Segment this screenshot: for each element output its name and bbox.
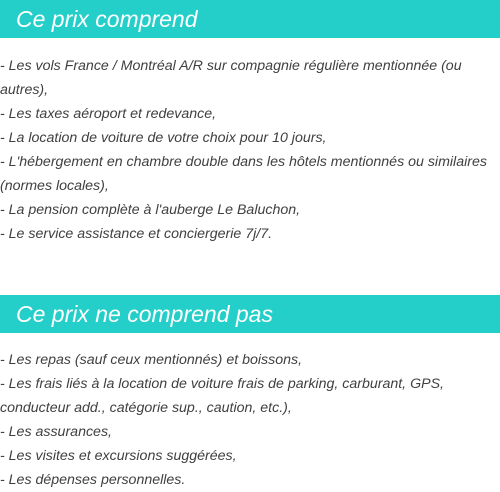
- list-item: - Les vols France / Montréal A/R sur compagnie régulière mentionnée (ou autres),: [0, 58, 462, 98]
- list-item: - L'hébergement en chambre double dans les hôtels mentionnés ou similaires (normes locales),: [0, 154, 487, 194]
- included-items-list: [0, 54, 496, 246]
- list-item: - Le service assistance et conciergerie 7j/7.: [0, 226, 273, 242]
- excluded-items-list: [0, 348, 496, 492]
- list-item: - La location de voiture de votre choix pour 10 jours,: [0, 130, 327, 146]
- list-item: - Les taxes aéroport et redevance,: [0, 106, 217, 122]
- list-item: - Les frais liés à la location de voiture frais de parking, carburant, GPS, conducteur add., catégorie sup., caution, etc.),: [0, 376, 444, 416]
- list-item: - Les repas (sauf ceux mentionnés) et boissons,: [0, 352, 303, 368]
- list-item: - Les visites et excursions suggérées,: [0, 448, 237, 464]
- list-item: - La pension complète à l'auberge Le Baluchon,: [0, 202, 301, 218]
- list-item: - Les dépenses personnelles.: [0, 472, 186, 488]
- included-section-title: Ce prix comprend: [0, 0, 500, 38]
- list-item: - Les assurances,: [0, 424, 112, 440]
- excluded-section-title: Ce prix ne comprend pas: [0, 295, 500, 333]
